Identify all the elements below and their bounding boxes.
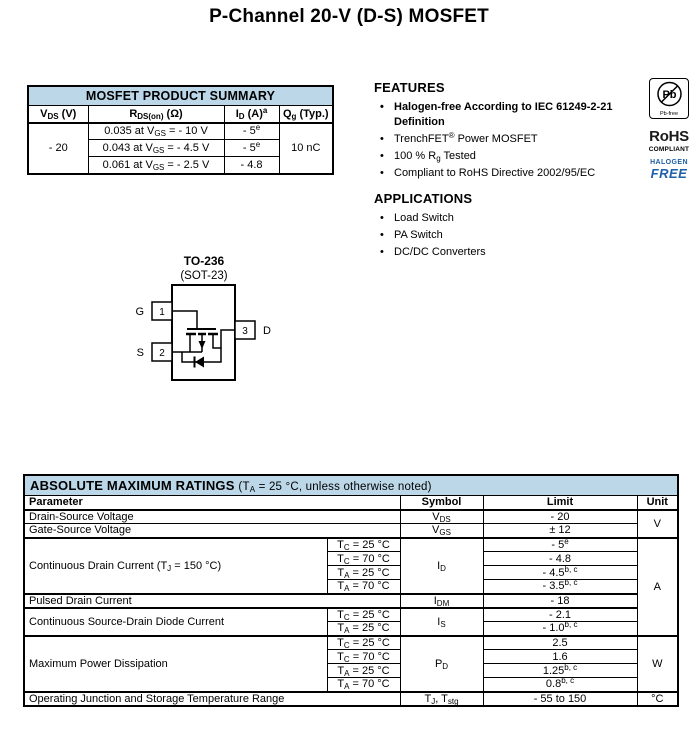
pin-3-number: 3 (242, 326, 248, 337)
pb-free-icon (649, 78, 689, 119)
table-row (24, 692, 678, 706)
features-heading: FEATURES (374, 80, 445, 95)
col-header-unit: Unit (637, 496, 678, 510)
table-row (24, 524, 678, 538)
pin-1-number: 1 (159, 307, 165, 318)
body-arrow-icon (199, 341, 206, 349)
bullet-icon: • (380, 150, 384, 162)
symbol-cell: $T_J$, $T_{stg}$ (400, 692, 483, 706)
parameter-cell: Operating Junction and Storage Temperature Range (24, 692, 400, 706)
absolute-maximum-ratings-table (23, 474, 679, 707)
limit-cell: 0.8$^{b, c}$ (483, 678, 637, 692)
list-item: • Compliant to RoHS Directive 2002/95/EC (380, 167, 596, 179)
gate-label: G (135, 306, 144, 318)
package-subname: (SOT-23) (180, 270, 228, 282)
col-header-qg: $Q_g$ (Typ.) (279, 106, 333, 123)
table-row (28, 123, 333, 140)
table-row (24, 594, 678, 608)
page-title: P-Channel 20-V (D-S) MOSFET (209, 6, 489, 27)
symbol-cell: $I_S$ (400, 608, 483, 636)
absmax-title-row (24, 475, 678, 496)
table-row (24, 608, 678, 622)
id-value: - 5e (224, 123, 279, 140)
col-header-limit: Limit (483, 496, 637, 510)
vds-value: - 20 (28, 123, 88, 174)
bullet-icon: • (380, 101, 384, 113)
unit-cell: °C (637, 692, 678, 706)
condition-cell: $T_A = 25$ °C (327, 664, 400, 678)
absmax-header-row (24, 496, 678, 510)
condition-cell: $T_A = 25$ °C (327, 566, 400, 580)
mosfet-symbol (172, 311, 235, 368)
parameter-cell: Continuous Drain Current ($T_J = 150$ °C) (24, 538, 327, 594)
unit-cell: V (637, 510, 678, 538)
parameter-cell: Maximum Power Dissipation (24, 636, 327, 692)
condition-cell: $T_A = 70$ °C (327, 580, 400, 594)
limit-cell: - 4.8 (483, 552, 637, 566)
symbol-cell: $P_D$ (400, 636, 483, 692)
unit-cell: W (637, 636, 678, 692)
rdson-value: 0.035 at $V_{GS}$ = - 10 V (88, 123, 224, 140)
pin-2-number: 2 (159, 348, 165, 359)
gate-wire (172, 311, 197, 329)
bullet-icon: • (380, 133, 384, 145)
drain-label: D (263, 325, 271, 337)
list-item: • TrenchFET® Power MOSFET (380, 131, 538, 145)
limit-cell: 1.6 (483, 650, 637, 664)
diode-triangle-icon (195, 357, 204, 368)
parameter-cell: Gate-Source Voltage (24, 524, 400, 538)
symbol-cell: $I_{DM}$ (400, 594, 483, 608)
col-header-symbol: Symbol (400, 496, 483, 510)
product-summary-table (27, 85, 334, 175)
limit-cell: - 2.1 (483, 608, 637, 622)
list-item: • PA Switch (380, 229, 443, 241)
col-header-id: $I_D$ $(A)^a$ (224, 106, 279, 123)
bullet-icon: • (380, 167, 384, 179)
pb-free-label: Pb-free (659, 111, 679, 117)
qg-value: 10 nC (279, 123, 333, 174)
limit-cell: ± 12 (483, 524, 637, 538)
source-label: S (136, 347, 144, 359)
features-applications-section (374, 80, 636, 270)
rohs-compliant-label: COMPLIANT (648, 146, 690, 153)
halogen-label: HALOGEN (650, 159, 688, 166)
condition-cell: $T_C = 70$ °C (327, 650, 400, 664)
symbol-cell: $I_D$ (400, 538, 483, 594)
absmax-title-note: ($T_A = 25$ °C, unless otherwise noted) (238, 481, 432, 494)
condition-cell: $T_A = 25$ °C (327, 622, 400, 636)
package-name: TO-236 (183, 254, 225, 268)
limit-cell: - 55 to 150 (483, 692, 637, 706)
parameter-cell: Drain-Source Voltage (24, 510, 400, 524)
applications-heading: APPLICATIONS (374, 191, 473, 206)
table-row (24, 538, 678, 552)
features-list (374, 100, 630, 181)
limit-cell: - 4.5$^{b, c}$ (483, 566, 637, 580)
id-value: - 5e (224, 140, 279, 157)
bullet-icon: • (380, 229, 384, 241)
limit-cell: - 3.5$^{b, c}$ (483, 580, 637, 594)
condition-cell: $T_C = 25$ °C (327, 608, 400, 622)
rdson-value: 0.043 at $V_{GS}$ = - 4.5 V (88, 140, 224, 157)
list-item: • Load Switch (380, 212, 454, 224)
absmax-title (24, 475, 678, 496)
limit-cell: - 18 (483, 594, 637, 608)
product-summary-header-row (28, 106, 333, 123)
product-summary-title: MOSFET PRODUCT SUMMARY (28, 86, 333, 106)
table-row (24, 636, 678, 650)
applications-list (374, 211, 630, 260)
list-item: • 100 % $R_g$ Tested (380, 150, 476, 163)
drain-wire (213, 330, 235, 348)
parameter-cell: Continuous Source-Drain Diode Current (24, 608, 327, 636)
col-header-parameter: Parameter (24, 496, 400, 510)
condition-cell: $T_A = 70$ °C (327, 678, 400, 692)
symbol-cell: $V_{GS}$ (400, 524, 483, 538)
unit-cell: A (637, 538, 678, 636)
col-header-rdson: $R_{DS(on)}$ (Ω) (88, 106, 224, 123)
bullet-icon: • (380, 246, 384, 258)
limit-cell: - 1.0$^{b, c}$ (483, 622, 637, 636)
limit-cell: - 20 (483, 510, 637, 524)
product-summary-title-row (28, 86, 333, 106)
condition-cell: $T_C = 25$ °C (327, 538, 400, 552)
bullet-icon: • (380, 212, 384, 224)
condition-cell: $T_C = 70$ °C (327, 552, 400, 566)
rohs-badge: RoHS (649, 128, 689, 145)
symbol-cell: $V_{DS}$ (400, 510, 483, 524)
package-diagram (110, 252, 310, 392)
col-header-vds: $V_{DS}$ (V) (28, 106, 88, 123)
limit-cell: 1.25$^{b, c}$ (483, 664, 637, 678)
parameter-cell: Pulsed Drain Current (24, 594, 400, 608)
rdson-value: 0.061 at $V_{GS}$ = - 2.5 V (88, 157, 224, 174)
list-item: • Halogen-free According to IEC 61249-2-21 Definition (380, 101, 613, 128)
absmax-title-text: ABSOLUTE MAXIMUM RATINGS (30, 478, 235, 493)
id-value: - 4.8 (224, 157, 279, 174)
condition-cell: $T_C = 25$ °C (327, 636, 400, 650)
limit-cell: 2.5 (483, 636, 637, 650)
limit-cell: - 5e (483, 538, 637, 552)
compliance-badges (644, 78, 694, 181)
list-item: • DC/DC Converters (380, 246, 486, 258)
svg-text:Pb: Pb (661, 89, 677, 101)
table-row (24, 510, 678, 524)
halogen-free-label: FREE (650, 166, 688, 181)
